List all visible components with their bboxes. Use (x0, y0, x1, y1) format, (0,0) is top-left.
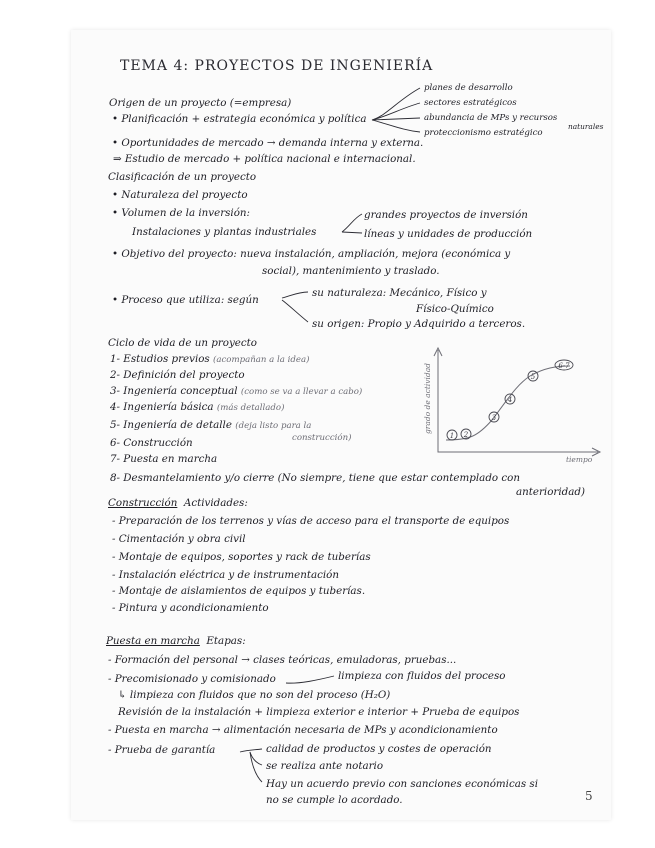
puesta-limpieza: ↳ limpieza con fluidos que no son del proceso (H₂O) (118, 689, 391, 701)
puesta-revision: Revisión de la instalación + limpieza exterior e interior + Prueba de equipos (118, 706, 520, 718)
puesta-heading: Puesta en marcha Etapas: (106, 635, 246, 647)
clasificacion-objetivo-2: social), mantenimiento y traslado. (262, 265, 440, 277)
garantia-branch-c2: no se cumple lo acordado. (266, 794, 403, 806)
page-title: TEMA 4: PROYECTOS DE INGENIERÍA (120, 58, 434, 74)
ciclo-heading: Ciclo de vida de un proyecto (108, 337, 257, 349)
graph-ylabel: grado de actividad (423, 363, 432, 434)
construccion-item-5: - Montaje de aislamientos de equipos y tuberías. (112, 585, 366, 597)
page-number: 5 (585, 789, 593, 803)
puesta-puesta-marcha: - Puesta en marcha → alimentación necesaria de MPs y acondicionamiento (108, 724, 498, 736)
construccion-heading: Construcción Actividades: (108, 497, 248, 509)
ciclo-item-3: 3- Ingeniería conceptual (como se va a llevar a cabo) (110, 385, 363, 397)
construccion-item-2: - Cimentación y obra civil (112, 533, 246, 545)
puesta-garantia: - Prueba de garantía (108, 744, 216, 756)
volumen-branch-b: líneas y unidades de producción (364, 228, 533, 240)
construccion-item-3: - Montaje de equipos, soportes y rack de tuberías (112, 551, 371, 563)
ciclo-item-8: 8- Desmantelamiento y/o cierre (No siempre, tiene que estar contemplado con (110, 472, 520, 484)
graph-stage-6-7: 6-7 (558, 362, 570, 370)
clasificacion-proceso: • Proceso que utiliza: según (112, 294, 259, 306)
ciclo-item-7: 7- Puesta en marcha (110, 453, 218, 465)
construccion-item-1: - Preparación de los terrenos y vías de acceso para el transporte de equipos (112, 515, 510, 527)
clasificacion-naturaleza: • Naturaleza del proyecto (112, 189, 248, 201)
graph-stage-1: 1 (449, 432, 455, 440)
ciclo-item-2: 2- Definición del proyecto (110, 369, 245, 381)
ciclo-item-5: 5- Ingeniería de detalle (deja listo para la (110, 419, 312, 431)
proceso-branch-b: su origen: Propio y Adquirido a terceros. (312, 318, 526, 330)
origen-branch-4: proteccionismo estratégico (424, 128, 543, 138)
volumen-branch-a: grandes proyectos de inversión (364, 209, 528, 221)
ciclo-item-8-tail: anterioridad) (516, 486, 585, 498)
ciclo-item-6: 6- Construcción (110, 437, 193, 449)
clasificacion-volumen: • Volumen de la inversión: (112, 207, 251, 219)
graph-stage-5: 5 (530, 373, 536, 381)
origen-branch-3: abundancia de MPs y recursos (424, 113, 558, 123)
garantia-branch-b: se realiza ante notario (266, 760, 384, 772)
graph-stage-4: 4 (507, 396, 513, 404)
proceso-branch-a1: su naturaleza: Mecánico, Físico y (312, 287, 487, 299)
garantia-branch-c1: Hay un acuerdo previo con sanciones económicas si (266, 778, 539, 790)
graph-stage-2: 2 (463, 431, 469, 439)
ciclo-item-1: 1- Estudios previos (acompañan a la idea) (110, 353, 310, 365)
puesta-precomisionado: - Precomisionado y comisionado (108, 673, 276, 685)
graph-stage-3: 3 (491, 414, 497, 422)
proceso-branch-a2: Físico-Químico (416, 303, 494, 315)
clasificacion-heading: Clasificación de un proyecto (108, 171, 257, 183)
construccion-item-6: - Pintura y acondicionamiento (112, 602, 269, 614)
origen-planificacion: • Planificación + estrategia económica y política (112, 113, 367, 125)
origen-heading: Origen de un proyecto (=empresa) (109, 97, 292, 109)
puesta-precomisionado-b: limpieza con fluidos del proceso (338, 670, 506, 682)
graph-xlabel: tiempo (566, 455, 593, 464)
construccion-item-4: - Instalación eléctrica y de instrumentación (112, 569, 339, 581)
garantia-branch-a: calidad de productos y costes de operación (266, 743, 492, 755)
origen-branch-note: naturales (568, 122, 604, 131)
volumen-sub: Instalaciones y plantas industriales (132, 226, 317, 238)
puesta-formacion: - Formación del personal → clases teóricas, emuladoras, pruebas... (108, 654, 457, 666)
origen-branch-2: sectores estratégicos (424, 98, 517, 108)
origen-estudio: ⇒ Estudio de mercado + política nacional e internacional. (113, 153, 416, 165)
ciclo-item-5-note-tail: construcción) (292, 433, 352, 443)
origen-oportunidades: • Oportunidades de mercado → demanda interna y externa. (112, 137, 424, 149)
ciclo-item-4: 4- Ingeniería básica (más detallado) (110, 401, 285, 413)
origen-branch-1: planes de desarrollo (424, 83, 513, 93)
clasificacion-objetivo-1: • Objetivo del proyecto: nueva instalación, ampliación, mejora (económica y (112, 248, 511, 260)
